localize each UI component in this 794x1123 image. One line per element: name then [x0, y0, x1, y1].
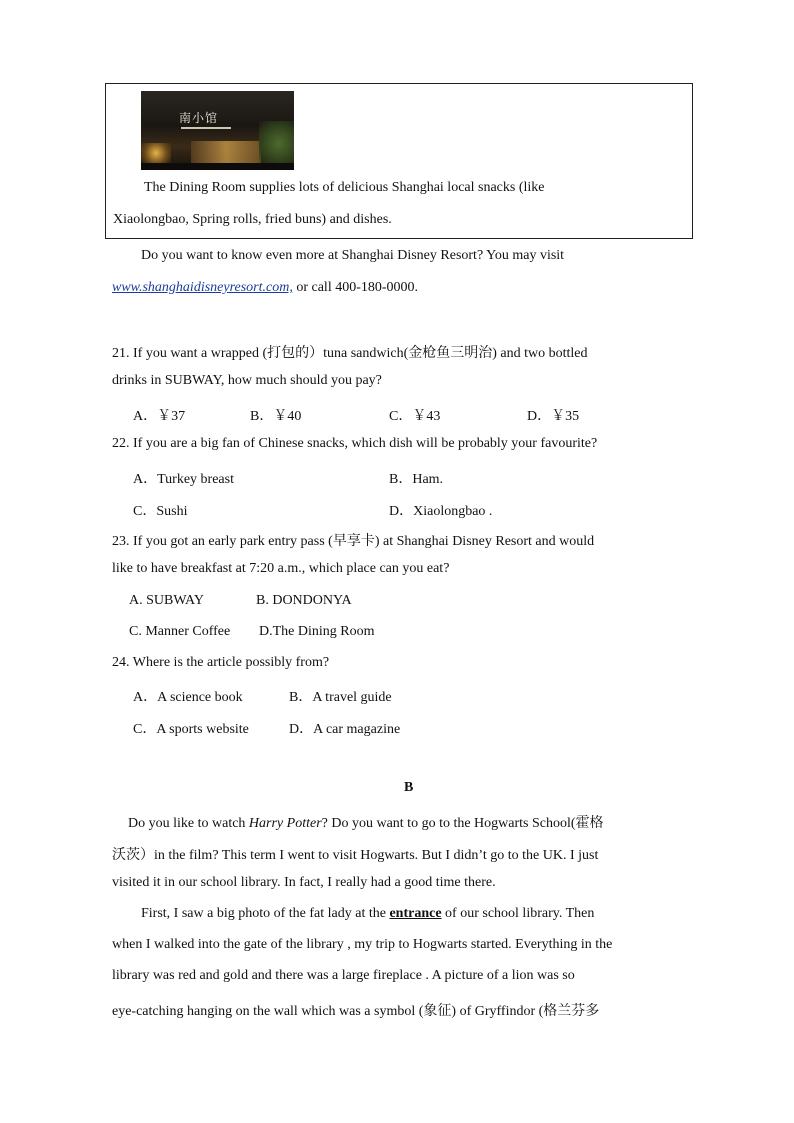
q24-option-c: C．A sports website [133, 722, 249, 737]
p2-text-a: First, I saw a big photo of the fat lady at the [141, 906, 390, 921]
section-b-p2-line-2: when I walked into the gate of the library , my trip to Hogwarts started. Everything in the [112, 937, 613, 952]
question-21-line-2: drinks in SUBWAY, how much should you pay? [112, 373, 382, 388]
q24-option-b: B．A travel guide [289, 690, 392, 705]
question-23-line-1: 23. If you got an early park entry pass (早享卡) at Shanghai Disney Resort and would [112, 534, 595, 549]
question-23-line-2: like to have breakfast at 7:20 a.m., which place can you eat? [112, 561, 450, 576]
restaurant-photo [141, 91, 294, 170]
intro-line-2 [112, 280, 418, 296]
dining-room-box [105, 83, 693, 239]
q22-option-c: C．Sushi [133, 504, 188, 519]
q21-option-b: B．￥40 [250, 409, 302, 424]
section-b-p2-line-3: library was red and gold and there was a large fireplace . A picture of a lion was so [112, 968, 575, 983]
section-b-p1-line-1 [128, 812, 604, 832]
section-b-p1-line-3: visited it in our school library. In fact, I really had a good time there. [112, 875, 496, 890]
q21-option-c: C．￥43 [389, 409, 441, 424]
section-b-heading: B [404, 780, 414, 795]
q23-option-c: C. Manner Coffee [129, 624, 231, 639]
q22-option-b: B．Ham. [389, 472, 444, 487]
p1-text-a: Do you like to watch [128, 816, 249, 831]
q24-option-a: A．A science book [133, 690, 243, 705]
question-24-line-1: 24. Where is the article possibly from? [112, 655, 330, 670]
intro-phone-text: or call 400-180-0000. [292, 280, 419, 295]
section-b-p2-line-4: eye-catching hanging on the wall which was a symbol (象征) of Gryffindor (格兰芬多 [112, 1004, 600, 1019]
q21-option-a: A．￥37 [133, 409, 186, 424]
question-22-line-1: 22. If you are a big fan of Chinese snacks, which dish will be probably your favourite? [112, 436, 598, 451]
q23-option-d: D.The Dining Room [259, 624, 375, 639]
q22-option-a: A．Turkey breast [133, 472, 234, 487]
q23-option-b: B. DONDONYA [256, 593, 352, 608]
q21-option-d: D．￥35 [527, 409, 580, 424]
question-21-line-1: 21. If you want a wrapped (打包的）tuna sandwich(金枪鱼三明治) and two bottled [112, 346, 588, 361]
section-b-p2-line-1 [141, 906, 594, 922]
intro-line-1: Do you want to know even more at Shanghai Disney Resort? You may visit [141, 248, 565, 263]
entrance-word: entrance [389, 906, 442, 921]
restaurant-sign: 南小馆 [179, 111, 219, 125]
p1-text-b: ? Do you want to go to the Hogwarts School(霍格 [321, 816, 604, 831]
q24-option-d: D．A car magazine [289, 722, 401, 737]
box-text-line-2: Xiaolongbao, Spring rolls, fried buns) and dishes. [113, 212, 392, 227]
resort-website-link[interactable]: www.shanghaidisneyresort.com, [112, 280, 293, 295]
harry-potter-title: Harry Potter [248, 816, 322, 831]
p2-text-b: of our school library. Then [441, 906, 595, 921]
box-text-line-1: The Dining Room supplies lots of delicious Shanghai local snacks (like [144, 180, 545, 195]
section-b-p1-line-2: 沃茨）in the film? This term I went to visit Hogwarts. But I didn’t go to the UK. I just [112, 848, 599, 863]
q23-option-a: A. SUBWAY [129, 593, 204, 608]
q22-option-d: D．Xiaolongbao . [389, 504, 493, 519]
